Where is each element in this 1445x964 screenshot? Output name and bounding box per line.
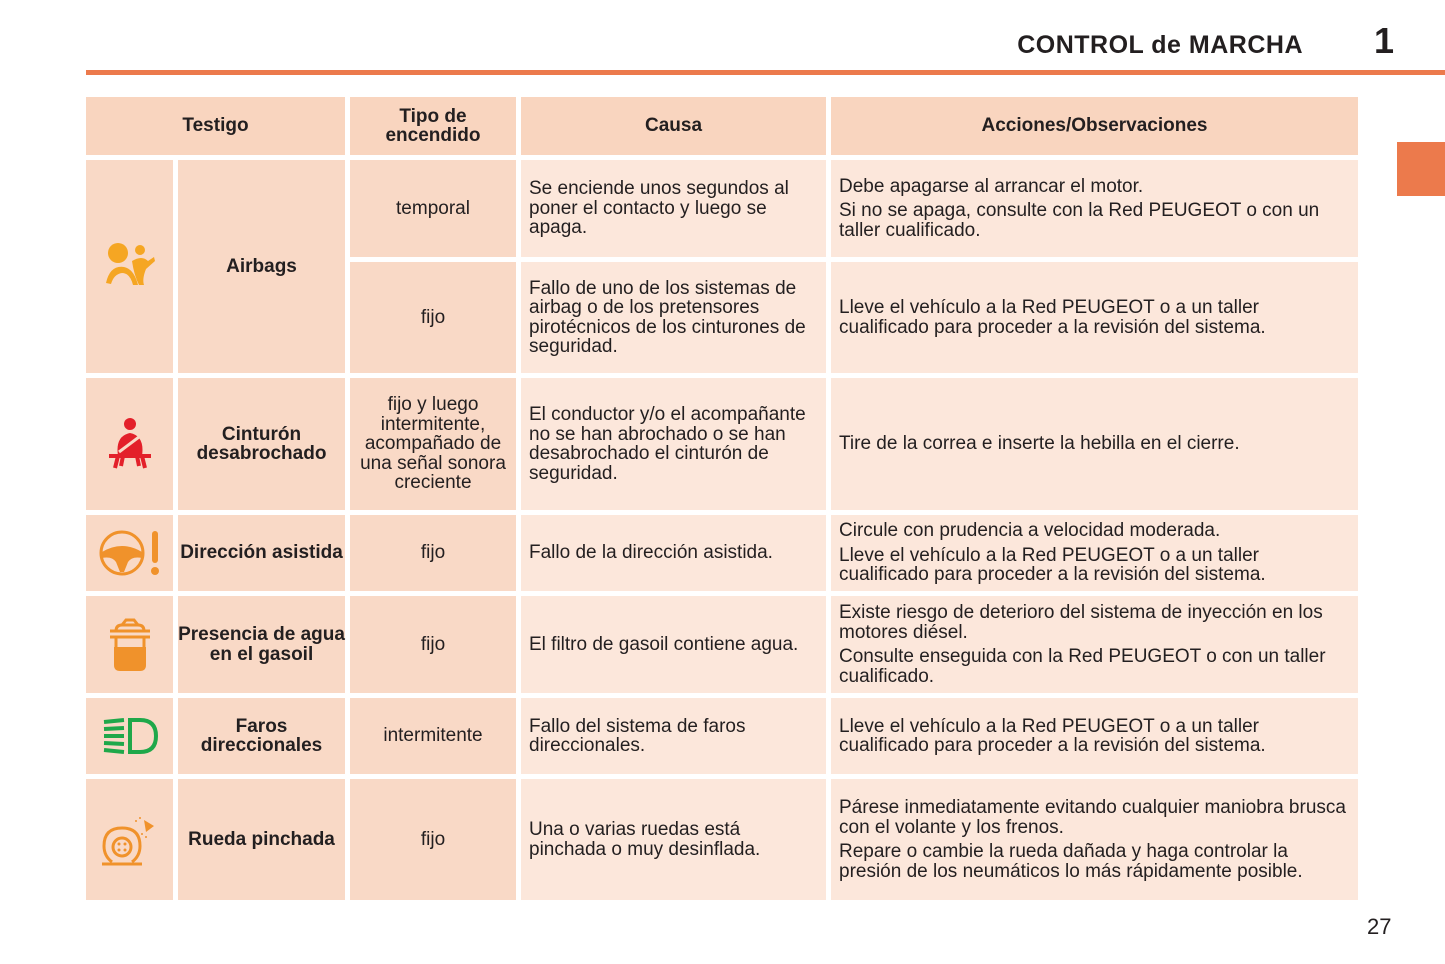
water-in-diesel-icon: [86, 596, 173, 693]
acciones-cell: [831, 262, 1358, 373]
row-name: Presencia de agua en el gasoil: [178, 596, 345, 693]
causa-cell: [521, 262, 826, 373]
acciones-cell: [831, 378, 1358, 510]
header-rule: [86, 70, 1445, 75]
tipo-cell: fijo: [350, 262, 516, 373]
causa-text: Fallo de la dirección asistida.: [529, 542, 773, 564]
row-name: Airbags: [178, 160, 345, 373]
acciones-cell: [831, 160, 1358, 257]
acciones-cell: [831, 698, 1358, 774]
chapter-number: 1: [1374, 20, 1395, 61]
row-name: Cinturón desabrochado: [178, 378, 345, 510]
accion-text: Debe apagarse al arrancar el motor.: [839, 175, 1144, 197]
tipo-cell: fijo: [350, 515, 516, 591]
causa-text: Una o varias ruedas está pinchada o muy desinflada.: [529, 819, 761, 860]
row-name: Dirección asistida: [178, 515, 345, 591]
tipo-cell: fijo: [350, 779, 516, 900]
chapter-tab: [1397, 142, 1445, 196]
accion-text: Si no se apaga, consulte con la Red PEUGEOT o con un taller cualificado.: [839, 200, 1320, 241]
airbag-icon: [86, 160, 173, 373]
row-name: Faros direccionales: [178, 698, 345, 774]
acciones-cell: [831, 779, 1358, 900]
causa-text: El conductor y/o el acompañante no se han abrochado o se han desabrochado el cinturón de seguridad.: [529, 404, 806, 484]
accion-text: Lleve el vehículo a la Red PEUGEOT o a un taller cualificado para proceder a la revisión del sistema.: [839, 715, 1266, 756]
acciones-cell: [831, 515, 1358, 591]
accion-text: Circule con prudencia a velocidad moderada.: [839, 520, 1221, 542]
tipo-cell: fijo: [350, 596, 516, 693]
causa-text: Se enciende unos segundos al poner el contacto y luego se apaga.: [529, 178, 789, 239]
tipo-cell: fijo y luego intermitente, acompañado de una señal sonora creciente: [350, 378, 516, 510]
accion-text: Lleve el vehículo a la Red PEUGEOT o a un taller cualificado para proceder a la revisión del sistema.: [839, 297, 1266, 338]
tipo-cell: temporal: [350, 160, 516, 257]
causa-cell: [521, 515, 826, 591]
column-header-testigo: Testigo: [86, 97, 345, 155]
accion-text: Párese inmediatamente evitando cualquier maniobra brusca con el volante y los frenos.: [839, 797, 1346, 838]
column-header-acciones: Acciones/Observaciones: [831, 97, 1358, 155]
causa-cell: [521, 596, 826, 693]
row-name: Rueda pinchada: [178, 779, 345, 900]
page-number: 27: [1367, 914, 1392, 939]
causa-cell: [521, 779, 826, 900]
column-header-tipo: Tipo de encendido: [350, 97, 516, 155]
causa-text: Fallo de uno de los sistemas de airbag o de los pretensores pirotécnicos de los cinturones de seguridad.: [529, 277, 806, 357]
accion-text: Lleve el vehículo a la Red PEUGEOT o a un taller cualificado para proceder a la revisión del sistema.: [839, 544, 1266, 586]
acciones-cell: [831, 596, 1358, 693]
causa-cell: [521, 160, 826, 257]
directional-headlamps-icon: [86, 698, 173, 774]
accion-text: Repare o cambie la rueda dañada y haga controlar la presión de los neumáticos lo más rápidamente posible.: [839, 841, 1303, 882]
accion-text: Tire de la correa e inserte la hebilla en el cierre.: [839, 433, 1240, 455]
seatbelt-icon: [86, 378, 173, 510]
accion-text: Consulte enseguida con la Red PEUGEOT o con un taller cualificado.: [839, 646, 1326, 687]
accion-text: Existe riesgo de deterioro del sistema de inyección en los motores diésel.: [839, 602, 1323, 643]
warning-lights-table: [86, 97, 1358, 900]
causa-cell: [521, 698, 826, 774]
power-steering-icon: [86, 515, 173, 591]
tipo-cell: intermitente: [350, 698, 516, 774]
column-header-causa: Causa: [521, 97, 826, 155]
causa-text: El filtro de gasoil contiene agua.: [529, 633, 799, 655]
causa-cell: [521, 378, 826, 510]
causa-text: Fallo del sistema de faros direccionales.: [529, 715, 746, 756]
page-title: CONTROL de MARCHA: [1017, 31, 1303, 59]
flat-tyre-icon: [86, 779, 173, 900]
